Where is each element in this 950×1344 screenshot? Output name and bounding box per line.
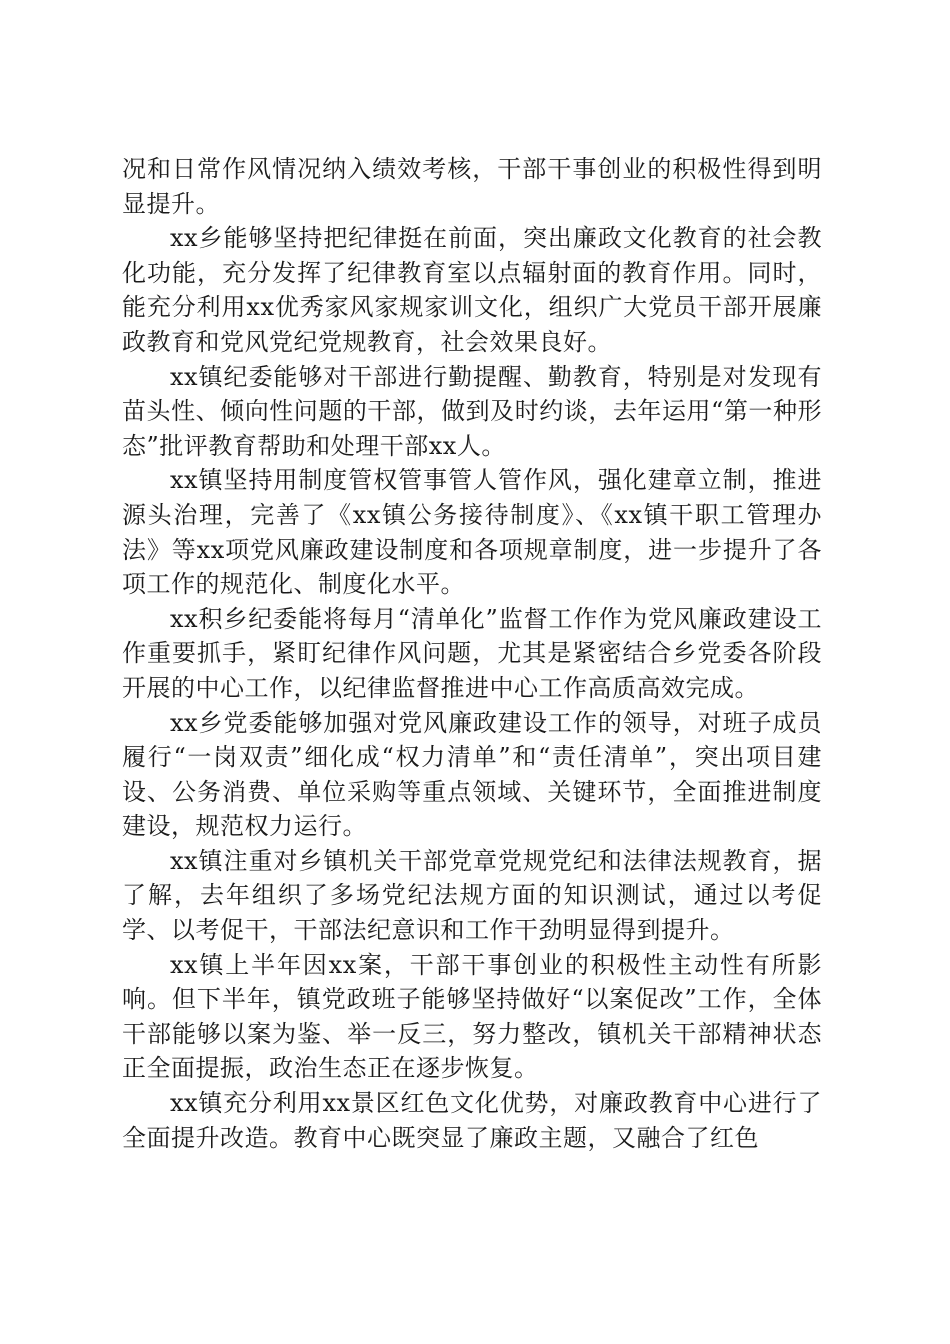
paragraph: xx积乡纪委能将每月“清单化”监督工作作为党风廉政建设工作重要抓手，紧盯纪律作风问题，尤其是紧密结合乡党委各阶段开展的中心工作，以纪律监督推进中心工作高质高效完成。: [122, 604, 822, 702]
paragraph: 况和日常作风情况纳入绩效考核，干部干事创业的积极性得到明显提升。: [122, 155, 822, 218]
paragraph: xx镇纪委能够对干部进行勤提醒、勤教育，特别是对发现有苗头性、倾向性问题的干部，做到及时约谈，去年运用“第一种形态”批评教育帮助和处理干部xx人。: [122, 362, 822, 460]
paragraph: xx镇坚持用制度管权管事管人管作风，强化建章立制，推进源头治理，完善了《xx镇公务接待制度》、《xx镇干职工管理办法》等xx项党风廉政建设制度和各项规章制度，进一步提升了各项工作的规范化、制度化水平。: [122, 466, 822, 599]
paragraph: xx乡党委能够加强对党风廉政建设工作的领导，对班子成员履行“一岗双责”细化成“权力清单”和“责任清单”，突出项目建设、公务消费、单位采购等重点领域、关键环节，全面推进制度建设，规范权力运行。: [122, 708, 822, 841]
paragraph: xx镇充分利用xx景区红色文化优势，对廉政教育中心进行了全面提升改造。教育中心既突显了廉政主题，又融合了红色: [122, 1089, 822, 1152]
paragraph: xx镇上半年因xx案，干部干事创业的积极性主动性有所影响。但下半年，镇党政班子能够坚持做好“以案促改”工作，全体干部能够以案为鉴、举一反三，努力整改，镇机关干部精神状态正全面提振，政治生态正在逐步恢复。: [122, 950, 822, 1083]
paragraph: xx镇注重对乡镇机关干部党章党规党纪和法律法规教育，据了解，去年组织了多场党纪法规方面的知识测试，通过以考促学、以考促干，干部法纪意识和工作干劲明显得到提升。: [122, 846, 822, 945]
document-body: [122, 152, 822, 1155]
paragraph: xx乡能够坚持把纪律挺在前面，突出廉政文化教育的社会教化功能，充分发挥了纪律教育室以点辐射面的教育作用。同时，能充分利用xx优秀家风家规家训文化，组织广大党员干部开展廉政教育和党风党纪党规教育，社会效果良好。: [122, 224, 822, 356]
